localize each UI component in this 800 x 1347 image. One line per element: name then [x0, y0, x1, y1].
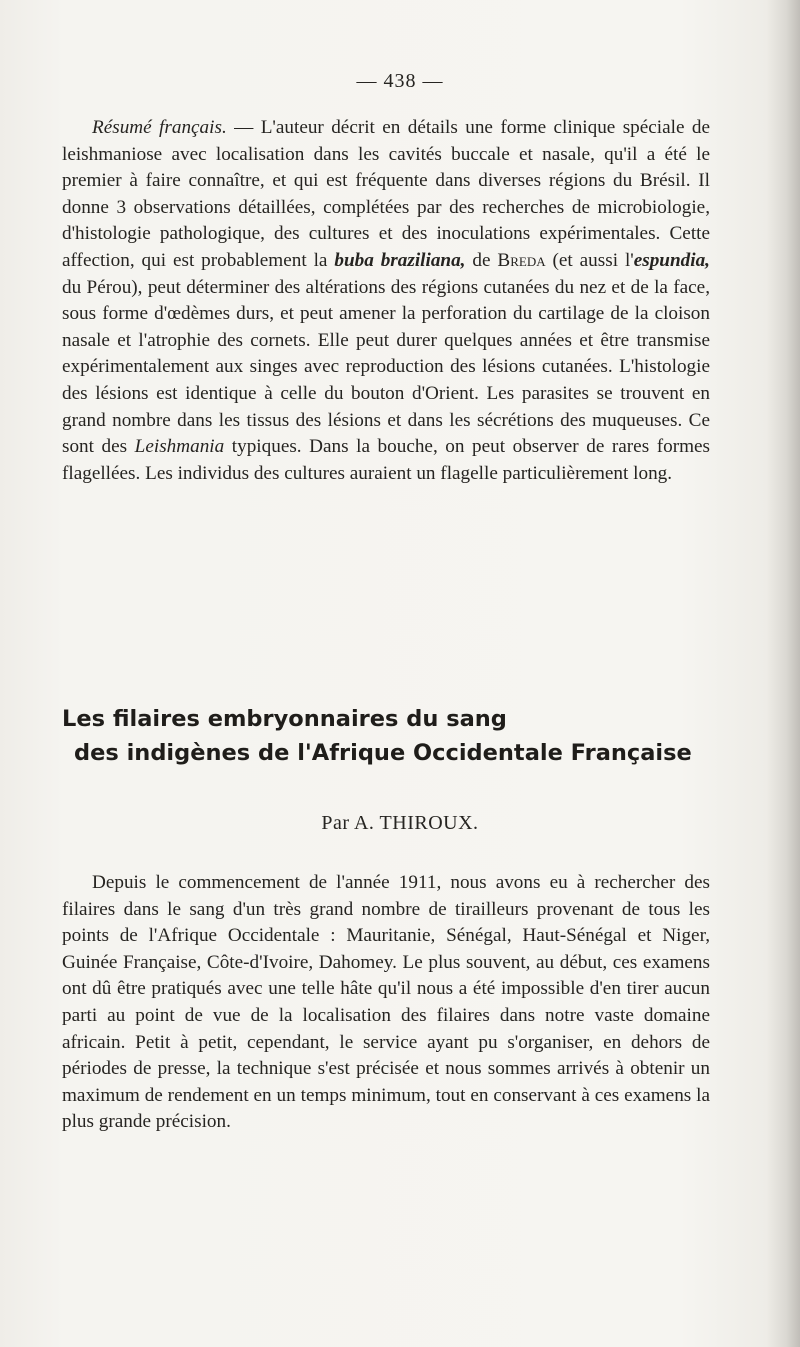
- article-author: Par A. THIROUX.: [321, 812, 479, 834]
- summary-text-5: typiques. Dans la bouche, on peut observer de rares formes flagellées. Les individus des cultures auraient un flagelle particulièrement long.: [62, 436, 710, 484]
- summary-paragraph: [62, 115, 710, 487]
- article-paragraph: Depuis le commencement de l'année 1911, nous avons eu à rechercher des filaires dans le sang d'un très grand nombre de tirailleurs provenant de tous les points de l'Afrique Occidentale : Mauritanie, Sénégal, Haut-Sénégal et Niger, Guinée Française, Côte-d'Ivoire, Dahomey. Le plus souvent, au début, ces examens ont dû être pratiqués avec une telle hâte qu'il nous a été impossible d'en tirer aucun parti au point de vue de la localisation des filaires dans notre vaste domaine africain. Petit à petit, cependant, le service ayant pu s'organiser, en dehors de périodes de presse, la technique s'est précisée et nous sommes arrivés à obtenir un maximum de rendement en un temps minimum, tout en conservant à ces examens la plus grande précision.: [62, 872, 710, 1133]
- article-title-line-1: Les filaires embryonnaires du sang: [62, 706, 507, 732]
- page-edge-shadow: [766, 0, 800, 1347]
- article-title: [62, 702, 742, 770]
- summary-text-4: du Pérou), peut déterminer des altérations des régions cutanées du nez et de la face, sous forme d'œdèmes durs, et peut amener la perforation du cartilage de la cloison nasale et l'atrophie des cornets. Elle peut durer quelques années et être transmise expérimentalement aux singes avec reproduction des lésions cutanées. L'histologie des lésions est identique à celle du bouton d'Orient. Les parasites se trouvent en grand nombre dans les tissus des lésions et dans les sécrétions des muqueuses. Ce sont des: [62, 276, 710, 458]
- summary-text-3: (et aussi l': [545, 249, 634, 271]
- term-espundia: espundia,: [633, 249, 710, 271]
- author-breda: Breda: [497, 249, 546, 271]
- page-number: — 438 —: [356, 70, 444, 92]
- summary-lead: Résumé français.: [92, 117, 227, 138]
- article-title-line-2: des indigènes de l'Afrique Occidentale Française: [74, 740, 692, 766]
- summary-text-1: — L'auteur décrit en détails une forme clinique spéciale de leishmaniose avec localisation dans les cavités buccale et nasale, qu'il a été le premier à faire connaître, et qui est fréquente dans diverses régions du Brésil. Il donne 3 observations détaillées, complétées par des recherches de microbiologie, d'histologie pathologique, des cultures et des inoculations expérimentales. Cette affection, qui est probablement la: [62, 117, 710, 271]
- article-body: [62, 870, 710, 1136]
- term-buba-braziliana: buba braziliana,: [334, 249, 466, 271]
- summary-text-2: de: [465, 249, 498, 271]
- term-leishmania: Leishmania: [134, 436, 225, 458]
- french-summary: [62, 115, 710, 487]
